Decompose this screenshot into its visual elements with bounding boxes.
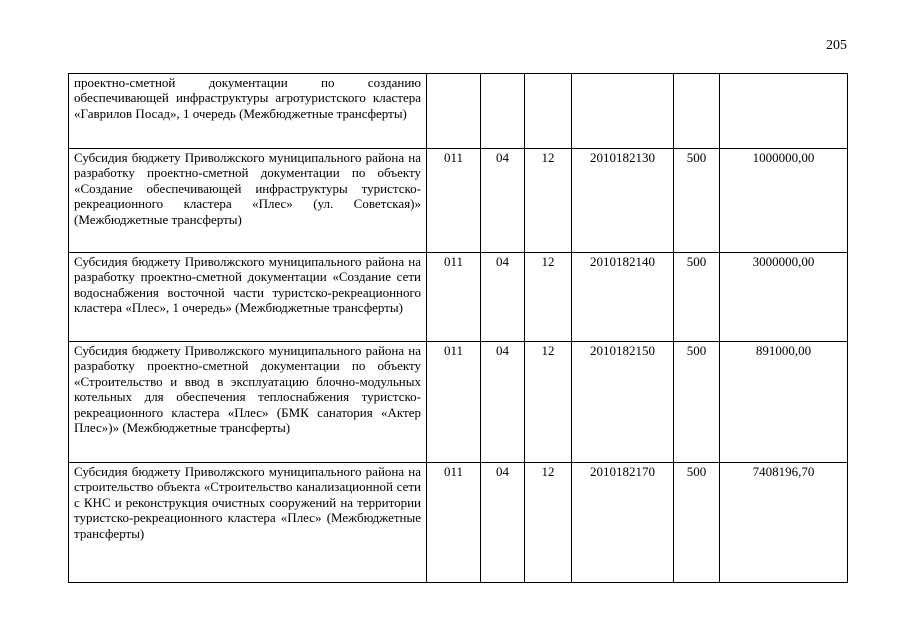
ministry-code-cell: 011 <box>427 342 481 463</box>
amount-cell: 1000000,00 <box>720 149 848 253</box>
table-row <box>69 463 848 583</box>
page-number: 205 <box>826 38 847 53</box>
table-row <box>69 74 848 149</box>
table-row <box>69 149 848 253</box>
amount-cell: 3000000,00 <box>720 253 848 342</box>
subsection-code-cell: 12 <box>525 253 572 342</box>
ministry-code-cell <box>427 74 481 149</box>
section-code-cell <box>481 74 525 149</box>
section-code-cell: 04 <box>481 342 525 463</box>
expense-type-cell: 500 <box>674 342 720 463</box>
row-description: Субсидия бюджету Приволжского муниципального района на разработку проектно-сметной документации по объекту «Создание обеспечивающей инфраструктуры туристско-рекреационного кластера «Плес» (ул. Советская)» (Межбюджетные трансферты) <box>69 149 427 253</box>
ministry-code-cell: 011 <box>427 463 481 583</box>
amount-cell <box>720 74 848 149</box>
amount-cell: 891000,00 <box>720 342 848 463</box>
ministry-code-cell: 011 <box>427 253 481 342</box>
amount-cell: 7408196,70 <box>720 463 848 583</box>
section-code-cell: 04 <box>481 463 525 583</box>
row-description: Субсидия бюджету Приволжского муниципального района на разработку проектно-сметной документации по объекту «Строительство и ввод в эксплуатацию блочно-модульных котельных для обеспечения теплоснабжения туристско-рекреационного кластера «Плес» (БМК санатория «Актер Плес»)» (Межбюджетные трансферты) <box>69 342 427 463</box>
section-code-cell: 04 <box>481 253 525 342</box>
row-description: Субсидия бюджету Приволжского муниципального района на разработку проектно-сметной документации «Создание сети водоснабжения восточной части туристско-рекреационного кластера «Плес», 1 очередь» (Межбюджетные трансферты) <box>69 253 427 342</box>
row-description: проектно-сметной документации по созданию обеспечивающей инфраструктуры агротуристского кластера «Гаврилов Посад», 1 очередь (Межбюджетные трансферты) <box>69 74 427 149</box>
expense-type-cell: 500 <box>674 149 720 253</box>
subsection-code-cell: 12 <box>525 342 572 463</box>
section-code-cell: 04 <box>481 149 525 253</box>
target-article-cell: 2010182140 <box>572 253 674 342</box>
target-article-cell <box>572 74 674 149</box>
table-row <box>69 253 848 342</box>
row-description: Субсидия бюджету Приволжского муниципального района на строительство объекта «Строительство канализационной сети с КНС и реконструкция очистных сооружений на территории туристско-рекреационного кластера «Плес» (Межбюджетные трансферты) <box>69 463 427 583</box>
target-article-cell: 2010182150 <box>572 342 674 463</box>
subsection-code-cell: 12 <box>525 463 572 583</box>
subsection-code-cell <box>525 74 572 149</box>
budget-table <box>68 73 848 583</box>
target-article-cell: 2010182130 <box>572 149 674 253</box>
expense-type-cell: 500 <box>674 253 720 342</box>
table-row <box>69 342 848 463</box>
target-article-cell: 2010182170 <box>572 463 674 583</box>
expense-type-cell <box>674 74 720 149</box>
expense-type-cell: 500 <box>674 463 720 583</box>
subsection-code-cell: 12 <box>525 149 572 253</box>
ministry-code-cell: 011 <box>427 149 481 253</box>
